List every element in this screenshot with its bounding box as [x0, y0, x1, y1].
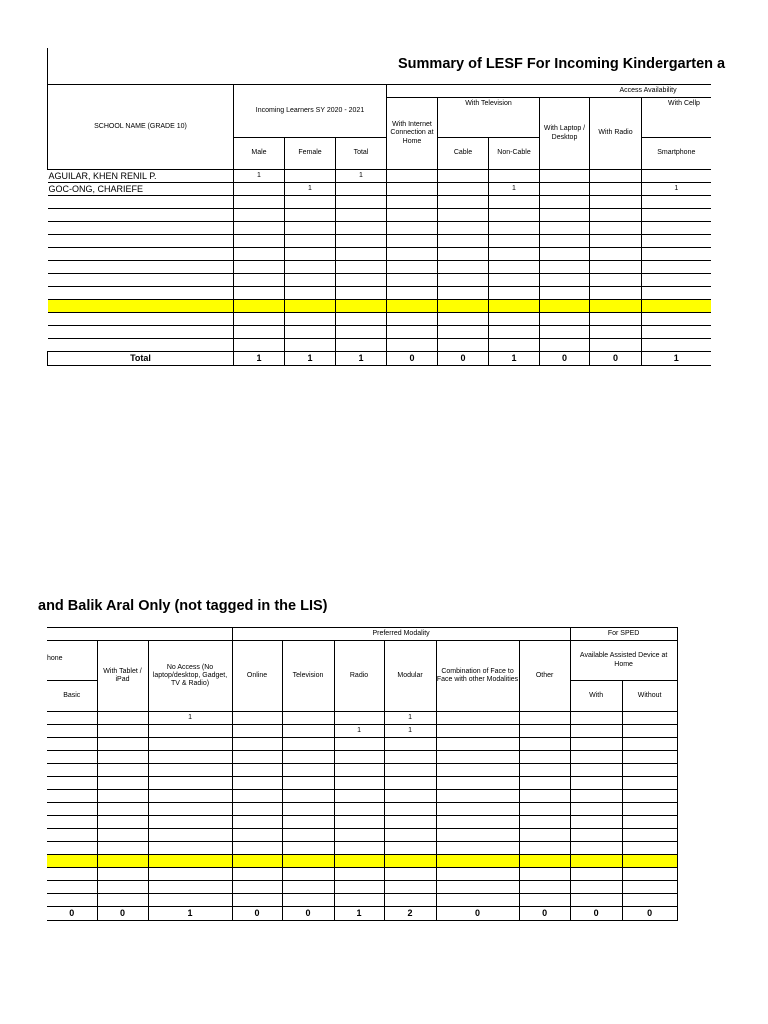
empty-row: [48, 248, 711, 261]
cell: 1: [642, 183, 711, 196]
empty-row: [48, 196, 711, 209]
total-cell: 1: [285, 352, 336, 366]
report-title: Summary of LESF For Incoming Kindergarten a: [398, 56, 726, 72]
highlighted-row: [48, 300, 711, 313]
preferred-modality-header: Preferred Modality: [232, 628, 570, 641]
cell: [540, 183, 590, 196]
cell: [47, 712, 97, 725]
cell: [234, 183, 285, 196]
top-summary-table: [47, 84, 711, 366]
male-header: Male: [234, 138, 285, 170]
cell: 1: [334, 725, 384, 738]
table-row: [48, 183, 711, 196]
total-label: Total: [48, 352, 234, 366]
school-name-header: SCHOOL NAME (GRADE 10): [48, 85, 234, 170]
cell: [590, 170, 642, 183]
empty-row: [47, 894, 677, 907]
female-header: Female: [285, 138, 336, 170]
empty-row: [48, 209, 711, 222]
smartphone-partial-header: hone: [47, 641, 97, 681]
cell: [438, 170, 489, 183]
learner-name: AGUILAR, KHEN RENIL P.: [48, 170, 234, 183]
total-header: Total: [336, 138, 387, 170]
total-row: [48, 352, 711, 366]
with-header: With: [570, 681, 622, 712]
cell: [387, 170, 438, 183]
cell: [540, 170, 590, 183]
smartphone-header: Smartphone: [642, 138, 711, 170]
sheet-left-border: [47, 48, 48, 84]
table-row: [48, 170, 711, 183]
cell: [336, 183, 387, 196]
cell: [436, 725, 519, 738]
combination-header: Combination of Face to Face with other Modalities: [436, 641, 519, 712]
total-cell: 0: [570, 907, 622, 921]
with-laptop-header: With Laptop / Desktop: [540, 98, 590, 170]
no-access-header: No Access (No laptop/desktop, Gadget, TV & Radio): [148, 641, 232, 712]
cell: [622, 725, 677, 738]
without-header: Without: [622, 681, 677, 712]
report-title-continued: and Balik Aral Only (not tagged in the LIS): [38, 598, 328, 614]
total-cell: 1: [336, 352, 387, 366]
total-cell: 1: [489, 352, 540, 366]
empty-row: [48, 339, 711, 352]
empty-row: [47, 803, 677, 816]
cell: [97, 712, 148, 725]
total-cell: 2: [384, 907, 436, 921]
cell: 1: [384, 712, 436, 725]
television-header: Television: [282, 641, 334, 712]
radio-header: Radio: [334, 641, 384, 712]
cell: [489, 170, 540, 183]
total-row: [47, 907, 677, 921]
cell: [519, 725, 570, 738]
empty-row: [47, 881, 677, 894]
incoming-learners-header: Incoming Learners SY 2020 - 2021: [234, 85, 387, 138]
cable-header: Cable: [438, 138, 489, 170]
cell: 1: [384, 725, 436, 738]
with-cellphone-header: With Cellp: [642, 98, 711, 138]
for-sped-header: For SPED: [570, 628, 677, 641]
with-radio-header: With Radio: [590, 98, 642, 170]
cell: [282, 712, 334, 725]
empty-row: [48, 326, 711, 339]
bottom-summary-table: [47, 627, 678, 921]
cell: [334, 712, 384, 725]
cell: [282, 725, 334, 738]
with-television-header: With Television: [438, 98, 540, 138]
highlighted-row: [47, 855, 677, 868]
total-cell: 0: [387, 352, 438, 366]
cell: 1: [234, 170, 285, 183]
non-cable-header: Non-Cable: [489, 138, 540, 170]
cell: [148, 725, 232, 738]
total-cell: 0: [519, 907, 570, 921]
cell: [570, 712, 622, 725]
cell: [387, 183, 438, 196]
total-cell: 0: [436, 907, 519, 921]
cell: [642, 170, 711, 183]
cell: 1: [336, 170, 387, 183]
empty-row: [48, 235, 711, 248]
with-internet-header: With Internet Connection at Home: [387, 98, 438, 170]
total-cell: 1: [148, 907, 232, 921]
empty-row: [47, 790, 677, 803]
table-row: [47, 725, 677, 738]
empty-row: [47, 829, 677, 842]
empty-row: [47, 738, 677, 751]
empty-row: [48, 261, 711, 274]
cell: 1: [489, 183, 540, 196]
cell: [97, 725, 148, 738]
cell: [436, 712, 519, 725]
total-cell: 0: [622, 907, 677, 921]
empty-row: [48, 287, 711, 300]
cell: [285, 170, 336, 183]
cell: [622, 712, 677, 725]
cell: [519, 712, 570, 725]
empty-row: [47, 751, 677, 764]
empty-row: [48, 274, 711, 287]
cell: 1: [285, 183, 336, 196]
total-cell: 0: [540, 352, 590, 366]
total-cell: 0: [282, 907, 334, 921]
total-cell: 0: [590, 352, 642, 366]
total-cell: 1: [334, 907, 384, 921]
learner-name: GOC-ONG, CHARIEFE: [48, 183, 234, 196]
table-row: [47, 712, 677, 725]
empty-row: [47, 777, 677, 790]
cell: [232, 725, 282, 738]
cell: [232, 712, 282, 725]
access-availability-header: Access Availability: [387, 85, 711, 98]
assisted-device-header: Available Assisted Device at Home: [570, 641, 677, 681]
empty-row: [47, 868, 677, 881]
total-cell: 0: [47, 907, 97, 921]
empty-row: [47, 764, 677, 777]
modular-header: Modular: [384, 641, 436, 712]
cell: [570, 725, 622, 738]
total-cell: 1: [234, 352, 285, 366]
basic-header: Basic: [47, 681, 97, 712]
with-tablet-header: With Tablet / iPad: [97, 641, 148, 712]
empty-row: [48, 222, 711, 235]
empty-row: [47, 842, 677, 855]
online-header: Online: [232, 641, 282, 712]
cell: [590, 183, 642, 196]
cell: [438, 183, 489, 196]
empty-row: [47, 816, 677, 829]
cell: 1: [148, 712, 232, 725]
cell: [47, 725, 97, 738]
total-cell: 1: [642, 352, 711, 366]
total-cell: 0: [97, 907, 148, 921]
total-cell: 0: [232, 907, 282, 921]
total-cell: 0: [438, 352, 489, 366]
other-header: Other: [519, 641, 570, 712]
empty-row: [48, 313, 711, 326]
